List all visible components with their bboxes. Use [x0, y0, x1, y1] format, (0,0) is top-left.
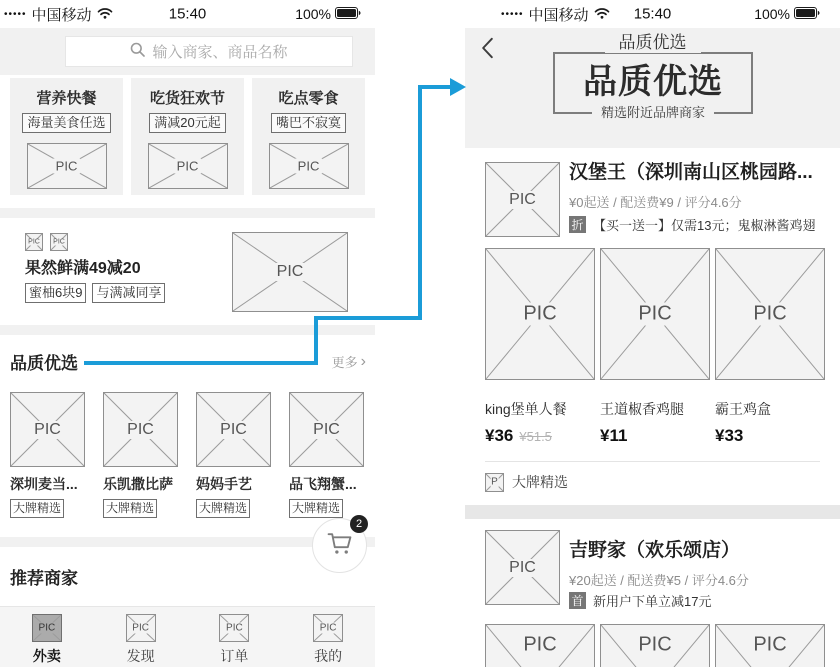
- battery-icon: [794, 6, 820, 23]
- quality-stores-row: [10, 392, 364, 518]
- more-label: 更多: [331, 354, 358, 370]
- list-divider: [465, 505, 840, 519]
- product-image[interactable]: [485, 624, 595, 667]
- store-name: 妈妈手艺: [196, 476, 252, 492]
- store-tag: 大牌精选: [289, 499, 343, 518]
- store-name: 深圳麦当...: [10, 476, 78, 492]
- cart-button[interactable]: [312, 518, 367, 573]
- pic-label: PIC: [310, 421, 343, 439]
- store-card-mcdonalds[interactable]: [10, 392, 85, 518]
- product-name: 霸王鸡盒: [715, 401, 771, 417]
- search-placeholder: 输入商家、商品名称: [152, 44, 288, 61]
- banner-subtitle: 精选附近品牌商家: [592, 103, 714, 122]
- product-name: king堡单人餐: [485, 401, 567, 417]
- product-price-group: [600, 426, 627, 446]
- product-price-group: [485, 426, 552, 446]
- clock-label: 15:40: [633, 5, 672, 23]
- promo-text: 【买一送一】仅需13元；鬼椒淋酱鸡翅: [593, 218, 816, 233]
- signal-dots-icon: •••••: [501, 8, 524, 20]
- pic-placeholder: [25, 233, 43, 251]
- pic-label: PIC: [129, 623, 152, 634]
- pic-label: PIC: [520, 303, 559, 326]
- quality-banner: [465, 28, 840, 148]
- first-order-badge: 首: [569, 592, 586, 609]
- promo-tag: 与满减同享: [92, 283, 165, 303]
- pic-label: P: [491, 476, 498, 488]
- tab-label: 订单: [220, 648, 249, 664]
- back-button[interactable]: [481, 37, 505, 63]
- clock-label: 15:40: [168, 5, 207, 23]
- tab-discover[interactable]: [94, 607, 188, 667]
- promo-tags: [25, 283, 165, 303]
- pic-label: PIC: [750, 634, 789, 657]
- pic-label: PIC: [635, 634, 674, 657]
- price-current: ¥33: [715, 426, 744, 445]
- pic-placeholder: [289, 392, 364, 467]
- status-right: [754, 6, 820, 23]
- status-right: [295, 6, 361, 23]
- tab-profile[interactable]: [281, 607, 375, 667]
- search-bar-section: [0, 28, 375, 75]
- pic-placeholder: [269, 143, 349, 189]
- pic-label: PIC: [635, 303, 674, 326]
- store-name: 品飞翔蟹...: [289, 476, 357, 492]
- category-subtitle-tag: 满减20元起: [149, 113, 225, 133]
- pic-label: PIC: [174, 159, 202, 174]
- promo-banner-title: 果然鲜满49减20: [25, 260, 141, 277]
- quality-section-header: [10, 348, 366, 374]
- pic-label: PIC: [520, 634, 559, 657]
- tab-label: 发现: [126, 648, 155, 664]
- store-tag: 大牌精选: [10, 499, 64, 518]
- row-divider: [485, 461, 820, 462]
- pic-label: PIC: [317, 623, 340, 634]
- category-title: 吃点零食: [278, 90, 339, 107]
- product-image[interactable]: [715, 624, 825, 667]
- battery-percent-label: 100%: [295, 6, 331, 22]
- pic-label: PIC: [217, 421, 250, 439]
- pic-placeholder: [27, 143, 107, 189]
- recommend-section-title: 推荐商家: [10, 569, 78, 588]
- product-price-group: [715, 426, 743, 446]
- chevron-right-icon: ›: [360, 352, 366, 370]
- pic-label: PIC: [28, 238, 40, 246]
- status-bar: [0, 0, 375, 28]
- store-card-homestyle[interactable]: [196, 392, 271, 518]
- pic-placeholder: [196, 392, 271, 467]
- battery-percent-label: 100%: [754, 6, 790, 22]
- pic-label: PIC: [53, 238, 65, 246]
- quality-section-title: 品质优选: [10, 353, 78, 373]
- search-icon: [130, 42, 145, 62]
- restaurant-meta: ¥0起送 / 配送费¥9 / 评分4.6分: [569, 195, 742, 210]
- tab-label: 我的: [314, 648, 343, 664]
- battery-icon: [335, 6, 361, 23]
- tab-delivery[interactable]: [0, 607, 94, 667]
- category-card-snacks[interactable]: [252, 78, 365, 195]
- carrier-label: 中国移动: [528, 6, 589, 24]
- pic-label: PIC: [295, 159, 323, 174]
- home-screen: [0, 0, 375, 667]
- category-cards-row: [10, 78, 365, 195]
- category-title: 营养快餐: [36, 90, 97, 107]
- cart-icon: [326, 531, 354, 561]
- restaurant-logo[interactable]: [485, 162, 560, 237]
- price-original: ¥51.5: [519, 429, 552, 444]
- pic-label: PIC: [53, 159, 81, 174]
- promo-tag: 蜜柚6块9: [25, 283, 86, 303]
- category-subtitle-tag: 海量美食任选: [22, 113, 110, 133]
- promo-banner-image[interactable]: [232, 232, 348, 312]
- store-tag: 大牌精选: [103, 499, 157, 518]
- status-left: [501, 4, 610, 25]
- pic-placeholder: [148, 143, 228, 189]
- pic-label: PIC: [506, 191, 539, 209]
- store-tag: 大牌精选: [196, 499, 250, 518]
- product-image[interactable]: [600, 624, 710, 667]
- store-card-pizza[interactable]: [103, 392, 178, 518]
- pic-placeholder: [103, 392, 178, 467]
- bottom-tab-bar: [0, 606, 375, 667]
- carrier-label: 中国移动: [31, 6, 92, 24]
- product-image[interactable]: [715, 248, 825, 380]
- product-image[interactable]: [600, 248, 710, 380]
- nav-title: 品质优选: [605, 33, 701, 53]
- search-input[interactable]: [65, 36, 353, 67]
- restaurant-footer: [485, 472, 568, 492]
- pic-label: PIC: [506, 559, 539, 577]
- product-name: 王道椒香鸡腿: [600, 401, 684, 417]
- pic-label: PIC: [274, 263, 307, 281]
- signal-dots-icon: •••••: [4, 8, 27, 20]
- tab-label: 外卖: [32, 648, 61, 664]
- price-current: ¥11: [600, 426, 628, 445]
- section-divider: [0, 325, 375, 335]
- restaurant-promo-row: [569, 215, 815, 234]
- banner-title: 品质优选: [583, 63, 723, 101]
- category-title: 吃货狂欢节: [149, 90, 225, 107]
- tab-icon-placeholder: [313, 614, 343, 642]
- cart-badge: 2: [350, 515, 368, 533]
- brand-mini-placeholder: [485, 473, 504, 492]
- status-left: [4, 4, 113, 25]
- pic-label: PIC: [31, 421, 64, 439]
- more-link[interactable]: [332, 352, 366, 371]
- pic-label: PIC: [36, 623, 59, 634]
- pic-label: PIC: [750, 303, 789, 326]
- restaurant-logo[interactable]: [485, 530, 560, 605]
- category-subtitle-tag: 嘴巴不寂寞: [271, 113, 346, 133]
- restaurant-name[interactable]: 吉野家（欢乐颂店）: [569, 540, 741, 561]
- tab-orders[interactable]: [188, 607, 282, 667]
- product-image[interactable]: [485, 248, 595, 380]
- wifi-icon: [97, 6, 113, 23]
- tab-icon-placeholder: [219, 614, 249, 642]
- brand-select-label: 大牌精选: [512, 474, 568, 490]
- store-card-crab[interactable]: [289, 392, 364, 518]
- tab-icon-placeholder: [126, 614, 156, 642]
- banner-frame: [553, 52, 753, 120]
- tab-icon-placeholder: [32, 614, 62, 642]
- category-card-carnival[interactable]: [131, 78, 244, 195]
- restaurant-meta: ¥20起送 / 配送费¥5 / 评分4.6分: [569, 573, 749, 588]
- discount-badge: 折: [569, 216, 586, 233]
- price-current: ¥36: [485, 426, 514, 445]
- store-name: 乐凯撒比萨: [103, 476, 173, 492]
- promo-text: 新用户下单立减17元: [593, 594, 712, 609]
- section-divider: [0, 208, 375, 218]
- status-bar: [465, 0, 840, 28]
- wifi-icon: [594, 6, 610, 23]
- restaurant-name[interactable]: 汉堡王（深圳南山区桃园路...: [569, 162, 813, 183]
- pic-label: PIC: [223, 623, 246, 634]
- pic-label: PIC: [124, 421, 157, 439]
- pic-placeholder: [10, 392, 85, 467]
- pic-placeholder: [50, 233, 68, 251]
- quality-list-screen: [465, 0, 840, 667]
- restaurant-promo-row: [569, 591, 711, 610]
- category-card-fastfood[interactable]: [10, 78, 123, 195]
